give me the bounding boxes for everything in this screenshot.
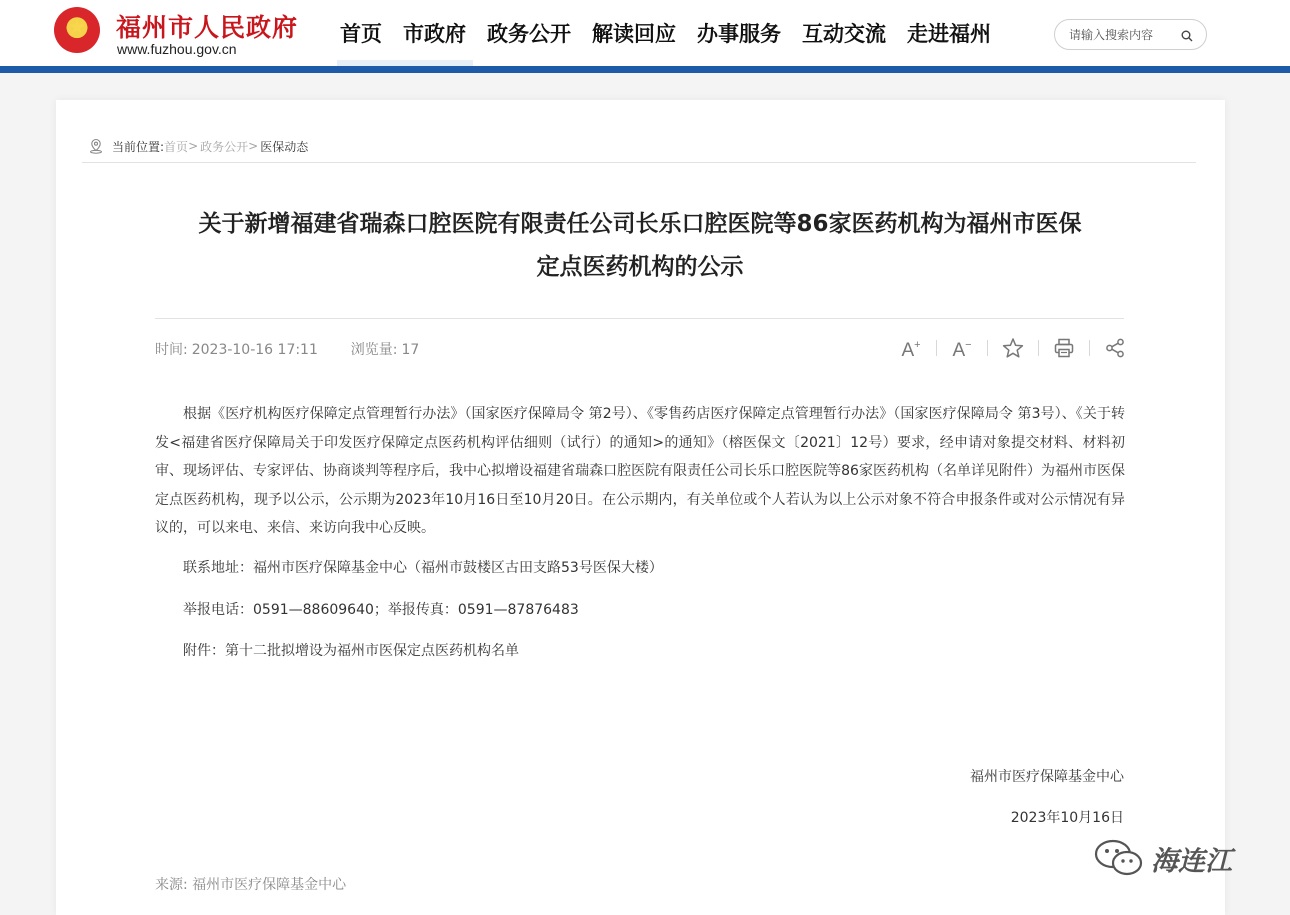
- article-body: [155, 400, 1125, 543]
- font-increase-mark: +: [914, 339, 921, 351]
- nav-item-home[interactable]: 首页: [340, 22, 382, 46]
- breadcrumb-separator: >: [188, 139, 199, 153]
- attachment-link[interactable]: 附件：第十二批拟增设为福州市医保定点医药机构名单: [183, 643, 519, 659]
- nav-item-interaction[interactable]: 互动交流: [802, 22, 886, 46]
- source-label: 来源:: [155, 877, 188, 893]
- location-pin-icon: [88, 138, 104, 154]
- national-emblem-icon[interactable]: [54, 7, 100, 53]
- nav-item-interpretation[interactable]: 解读回应: [592, 22, 676, 46]
- breadcrumb-separator: >: [248, 139, 259, 153]
- search-icon[interactable]: [1181, 30, 1193, 42]
- font-decrease-letter: A: [952, 340, 966, 361]
- article-meta: [155, 339, 423, 359]
- font-decrease-mark: −: [965, 339, 972, 351]
- main-nav: [340, 20, 1012, 48]
- breadcrumb-link-government-affairs[interactable]: 政务公开: [200, 139, 249, 154]
- breadcrumb: [88, 136, 308, 156]
- breadcrumb-current[interactable]: 医保动态: [260, 139, 309, 154]
- article-source: [155, 874, 346, 894]
- breadcrumb-label: 当前位置:: [112, 139, 165, 154]
- tool-separator: [1038, 340, 1039, 356]
- breadcrumb-divider: [82, 162, 1196, 163]
- report-phone: 举报电话：0591—88609640；举报传真：0591—87876483: [183, 602, 579, 618]
- font-increase-icon[interactable]: [898, 336, 924, 360]
- breadcrumb-link-home[interactable]: 首页: [164, 139, 189, 154]
- article-tools: [898, 336, 1128, 360]
- nav-item-government-affairs[interactable]: 政务公开: [487, 22, 571, 46]
- contact-address: 联系地址：福州市医疗保障基金中心（福州市鼓楼区古田支路53号医保大楼）: [183, 560, 663, 576]
- font-increase-letter: A: [901, 340, 915, 361]
- font-decrease-icon[interactable]: [949, 336, 975, 360]
- tool-separator: [987, 340, 988, 356]
- nav-item-services[interactable]: 办事服务: [697, 22, 781, 46]
- article-paragraph: 根据《医疗机构医疗保障定点管理暂行办法》（国家医疗保障局令 第2号）、《零售药店医疗保障定点管理暂行办法》（国家医疗保障局令 第3号）、《关于转发<福建省医疗保障局关于印发医疗保障定点医药机构评估细则（试行）的通知>的通知》（榕医保文〔2021〕12号）要求，经申请对象提交材料、材料初审、现场评估、专家评估、协商谈判等程序后，我中心拟增设福建省瑞森口腔医院有限责任公司长乐口腔医院等86家医药机构（名单详见附件）为福州市医保定点医药机构，现予以公示，公示期为2023年10月16日至10月20日。在公示期内，有关单位或个人若认为以上公示对象不符合申报条件或对公示情况有异议的，可以来电、来信、来访向我中心反映。: [155, 406, 1125, 536]
- share-icon[interactable]: [1102, 336, 1128, 360]
- watermark: [1093, 836, 1232, 880]
- nav-item-city-government[interactable]: 市政府: [403, 22, 466, 46]
- site-name[interactable]: 福州市人民政府: [116, 13, 299, 42]
- nav-item-about-fuzhou[interactable]: 走进福州: [907, 22, 991, 46]
- star-icon-graphic: [1002, 337, 1024, 359]
- header-accent-bar: [0, 66, 1290, 73]
- wechat-icon: [1093, 838, 1145, 878]
- share-icon-graphic: [1104, 337, 1126, 359]
- watermark-text: 海连江: [1151, 845, 1232, 877]
- print-icon[interactable]: [1051, 336, 1077, 360]
- star-icon[interactable]: [1000, 336, 1026, 360]
- time-label: 时间:: [155, 342, 188, 358]
- site-url[interactable]: www.fuzhou.gov.cn: [117, 41, 237, 57]
- article-title-line-2: 定点医药机构的公示: [536, 254, 744, 280]
- meta-divider: [155, 318, 1124, 319]
- source-value: 福州市医疗保障基金中心: [192, 877, 347, 893]
- site-header: [0, 0, 1290, 68]
- print-icon-graphic: [1053, 337, 1075, 359]
- views-label: 浏览量:: [350, 342, 398, 358]
- tool-separator: [936, 340, 937, 356]
- search-box: [1054, 19, 1207, 50]
- search-input[interactable]: [1069, 26, 1179, 44]
- article-title-line-1: 关于新增福建省瑞森口腔医院有限责任公司长乐口腔医院等86家医药机构为福州市医保: [198, 211, 1082, 237]
- view-count: 17: [401, 342, 420, 358]
- signature-date: 2023年10月16日: [1010, 810, 1124, 826]
- publish-time: 2023-10-16 17:11: [191, 342, 318, 358]
- tool-separator: [1089, 340, 1090, 356]
- article-title: [150, 203, 1130, 289]
- signature-org: 福州市医疗保障基金中心: [970, 769, 1124, 785]
